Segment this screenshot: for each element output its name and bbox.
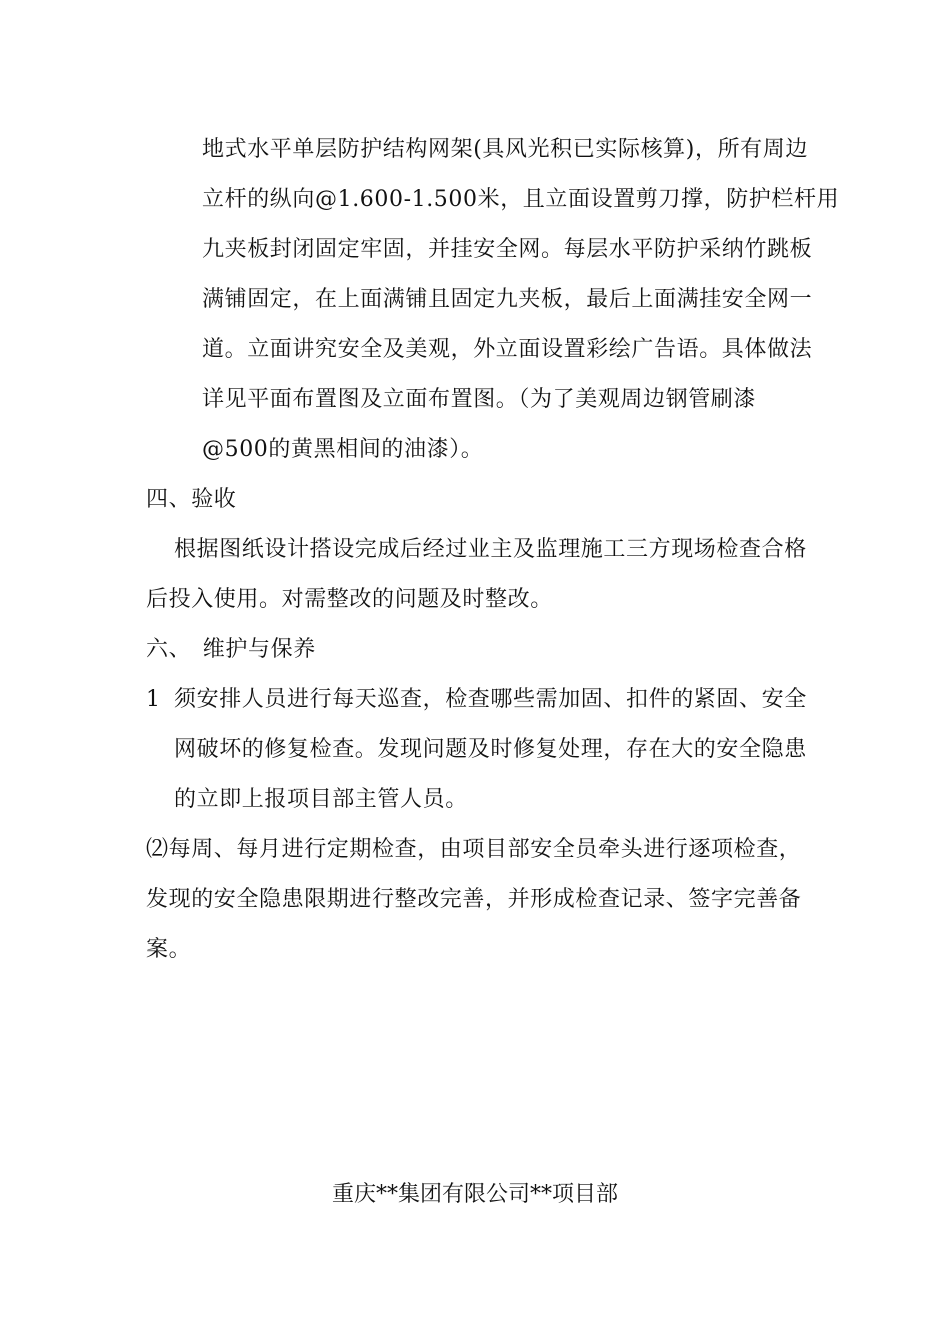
list-item-line: 网破坏的修复检查。发现问题及时修复处理，存在大的安全隐患 — [174, 737, 807, 762]
section-heading-maintenance: 六、 维护与保养 — [146, 637, 316, 662]
list-item-line: 须安排人员进行每天巡查，检查哪些需加固、扣件的紧固、安全 — [174, 687, 807, 712]
list-item-number: 1 — [146, 687, 161, 712]
paragraph-line: 道。立面讲究安全及美观，外立面设置彩绘广告语。具体做法 — [202, 337, 813, 362]
company-signature: 重庆**集团有限公司**项目部 — [331, 1182, 618, 1207]
list-item-line: ⑵每周、每月进行定期检查，由项目部安全员牵头进行逐项检查， — [146, 837, 802, 862]
paragraph-line: 地式水平单层防护结构网架(具风光积已实际核算)，所有周边 — [202, 137, 808, 162]
paragraph-line: @500的黄黑相间的油漆）。 — [202, 437, 484, 462]
paragraph-line: 后投入使用。对需整改的问题及时整改。 — [146, 587, 553, 612]
section-heading-acceptance: 四、验收 — [146, 487, 237, 512]
paragraph-line: 立杆的纵向@1.600-1.500米，且立面设置剪刀撑，防护栏杆用 — [202, 187, 840, 212]
paragraph-line: 根据图纸设计搭设完成后经过业主及监理施工三方现场检查合格 — [174, 537, 807, 562]
list-item-line: 案。 — [146, 937, 192, 962]
list-item-line: 发现的安全隐患限期进行整改完善，并形成检查记录、签字完善备 — [146, 887, 802, 912]
list-item-line: 的立即上报项目部主管人员。 — [174, 787, 468, 812]
paragraph-line: 满铺固定，在上面满铺且固定九夹板，最后上面满挂安全网一 — [202, 287, 813, 312]
paragraph-line: 九夹板封闭固定牢固，并挂安全网。每层水平防护采纳竹跳板 — [202, 237, 813, 262]
paragraph-line: 详见平面布置图及立面布置图。（为了美观周边钢管刷漆 — [202, 387, 757, 412]
